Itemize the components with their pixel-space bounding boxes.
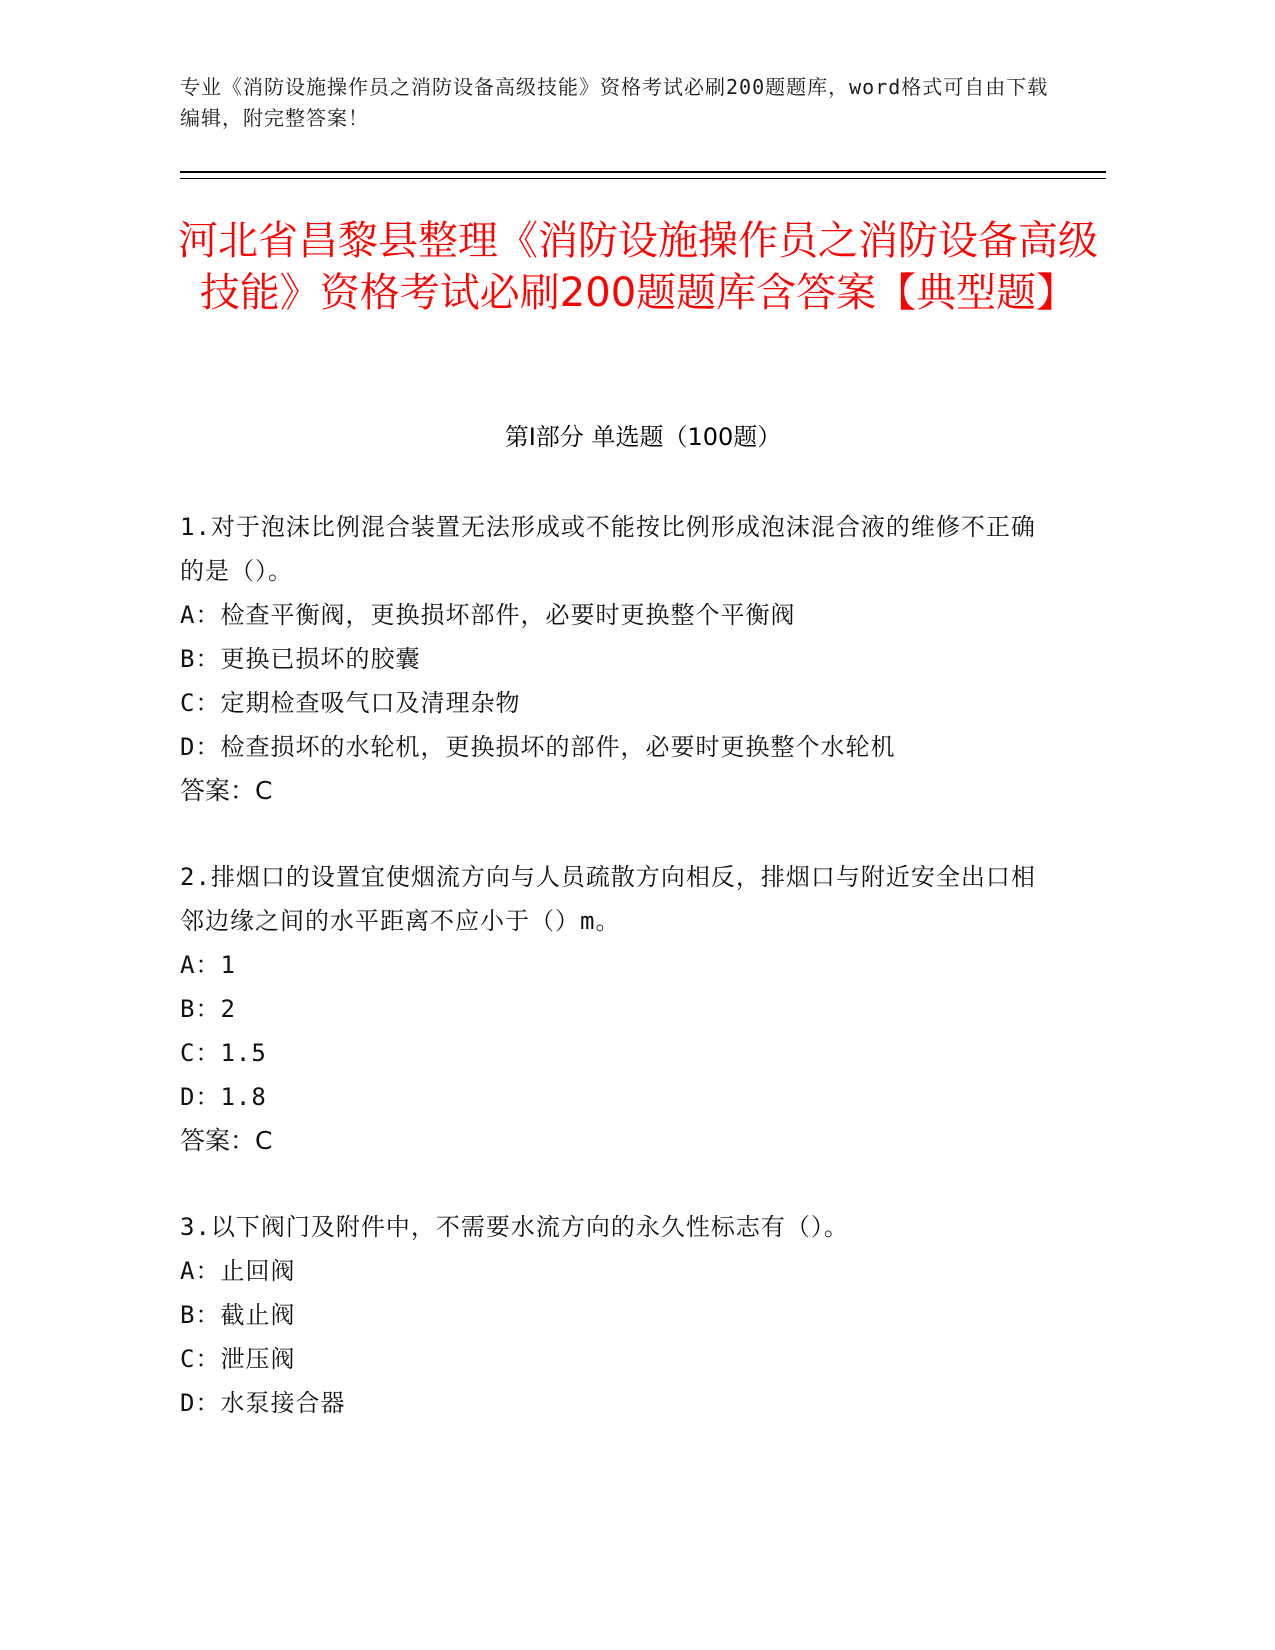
question-1 (180, 505, 1060, 813)
answer: 答案：C (180, 776, 273, 805)
option-a: A：检查平衡阀，更换损坏部件，必要时更换整个平衡阀 (180, 601, 796, 629)
answer: 答案：C (180, 1126, 273, 1155)
option-c: C：泄压阀 (180, 1345, 296, 1373)
option-b: B：2 (180, 995, 236, 1023)
option-c: C：定期检查吸气口及清理杂物 (180, 689, 521, 717)
option-a: A：止回阀 (180, 1257, 296, 1285)
header-note: 专业《消防设施操作员之消防设备高级技能》资格考试必刷200题题库，word格式可自由下载编辑，附完整答案！ (180, 75, 1049, 130)
header-rule-thick (180, 171, 1106, 173)
option-b: B：截止阀 (180, 1301, 296, 1329)
option-a: A：1 (180, 951, 236, 979)
question-stem: 2.排烟口的设置宜使烟流方向与人员疏散方向相反，排烟口与附近安全出口相邻边缘之间的水平距离不应小于（）m。 (180, 863, 1036, 935)
option-c: C：1.5 (180, 1039, 267, 1067)
question-2 (180, 855, 1060, 1163)
question-list (180, 505, 1060, 1467)
option-b: B：更换已损坏的胶囊 (180, 645, 421, 673)
option-d: D：检查损坏的水轮机，更换损坏的部件，必要时更换整个水轮机 (180, 733, 896, 761)
header-rule-thin (180, 178, 1106, 179)
question-stem: 1.对于泡沫比例混合装置无法形成或不能按比例形成泡沫混合液的维修不正确的是（）。 (180, 513, 1036, 585)
option-d: D：1.8 (180, 1083, 267, 1111)
document-title: 河北省昌黎县整理《消防设施操作员之消防设备高级技能》资格考试必刷200题题库含答案【典型题】 (178, 218, 1098, 316)
question-stem: 3.以下阀门及附件中，不需要水流方向的永久性标志有（）。 (180, 1213, 849, 1241)
option-d: D：水泵接合器 (180, 1389, 346, 1417)
question-3 (180, 1205, 1060, 1425)
section-title: 第Ⅰ部分 单选题（100题） (504, 423, 782, 451)
